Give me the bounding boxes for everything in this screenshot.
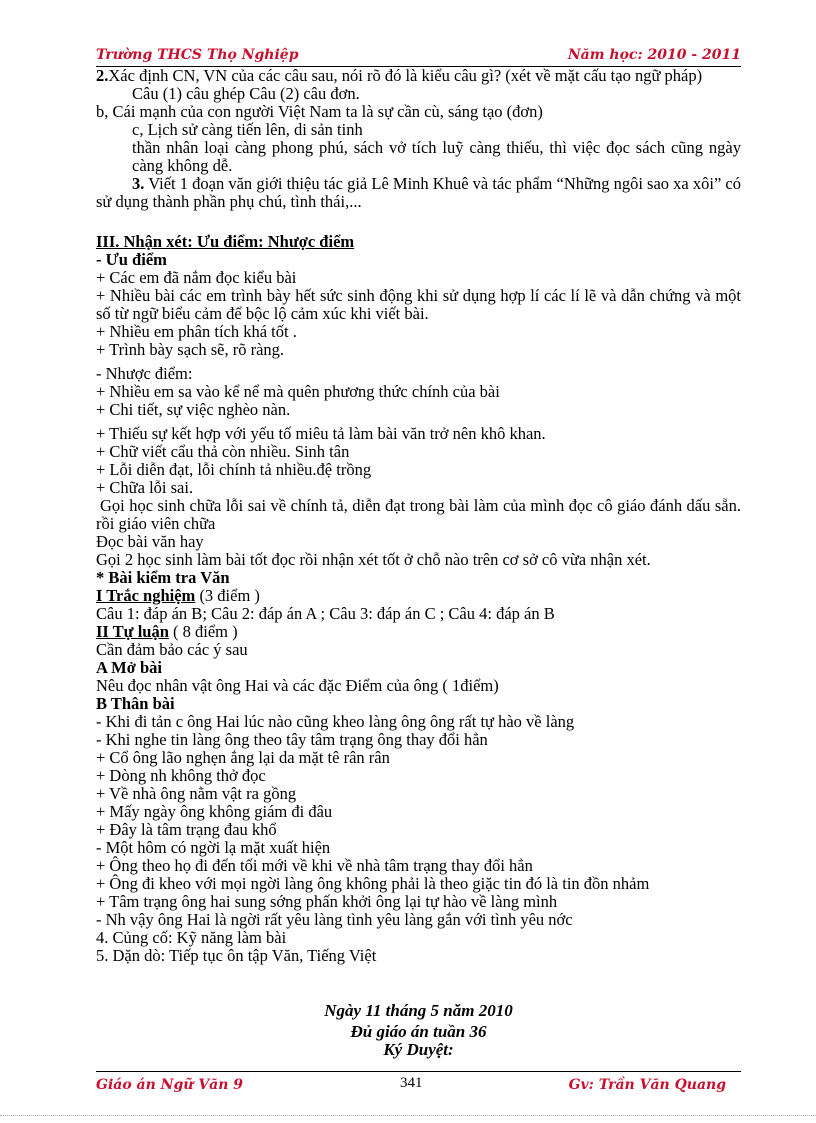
test-title: * Bài kiểm tra Văn	[96, 568, 230, 587]
document-body	[96, 67, 741, 965]
question-3	[96, 175, 741, 211]
strength-2: + Nhiều bài các em trình bày hết sức sinh động khi sử dụng hợp lí các lí lẽ và dẫn chứng và một số từ ngữ biểu cảm để bộc lộ cảm xúc khi viết bài.	[96, 286, 741, 323]
weakness-6: + Chữa lỗi sai.	[96, 478, 194, 497]
answer-c-continued: thần nhân loại càng phong phú, sách vở tích luỹ càng thiếu, thì việc đọc sách cũng ngày càng không dễ.	[132, 138, 741, 175]
footer-teacher: Gv: Trần Văn Quang	[568, 1077, 726, 1093]
weakness-4: + Chữ viết cẩu thả còn nhiều. Sinh tân	[96, 442, 350, 461]
signoff-date: Ngày 11 tháng 5 năm 2010	[324, 1001, 513, 1020]
weakness-2: + Chi tiết, sự việc nghèo nàn.	[96, 400, 291, 419]
body-point-5: + Về nhà ông nằm vật ra gồng	[96, 784, 297, 803]
body-point-12: - Nh vậy ông Hai là ngời rất yêu làng tình yêu làng gắn với tình yêu nớc	[96, 910, 573, 929]
footer-rule	[96, 1071, 741, 1072]
page-number: 341	[400, 1075, 423, 1091]
body-title: B Thân bài	[96, 694, 175, 713]
question-3-number: 3.	[132, 174, 145, 193]
read-good-essay: Đọc bài văn hay	[96, 532, 204, 551]
body-point-4: + Dòng nh không thở đọc	[96, 766, 266, 785]
consolidation: 4. Củng cố: Kỹ năng làm bài	[96, 928, 287, 947]
strength-3: + Nhiều em phân tích khá tốt .	[96, 322, 297, 341]
question-3-text: Viết 1 đoạn văn giới thiệu tác giả Lê Minh Khuê và tác phẩm “Những ngôi sao xa xôi” có sử dụng thành phần phụ chú, tình thái,...	[96, 174, 742, 211]
strength-1: + Các em đã nắm đọc kiểu bài	[96, 268, 297, 287]
weakness-3: + Thiếu sự kết hợp với yếu tố miêu tả làm bài văn trở nên khô khan.	[96, 424, 546, 443]
weakness-1: + Nhiều em sa vào kể nể mà quên phương thức chính của bài	[96, 382, 500, 401]
essay-requirements: Cần đảm bảo các ý sau	[96, 640, 248, 659]
body-point-11: + Tâm trạng ông hai sung sớng phấn khởi ông lại tự hào về làng mình	[96, 892, 558, 911]
question-2-text: Xác định CN, VN của các câu sau, nói rõ đó là kiểu câu gì? (xét về mặt cấu tạo ngữ pháp)	[108, 66, 703, 85]
question-2	[96, 67, 741, 85]
section-3-title: III. Nhận xét: Ưu điểm: Nhược điểm	[96, 232, 355, 251]
body-point-2: - Khi nghe tin làng ông theo tây tâm trạng ông thay đổi hẳn	[96, 730, 488, 749]
body-point-8: - Một hôm có ngời lạ mặt xuất hiện	[96, 838, 331, 857]
signoff-enough: Đủ giáo án tuần 36	[350, 1022, 487, 1041]
essay-score: ( 8 điểm )	[173, 622, 238, 641]
header-school: Trường THCS Thọ Nghiệp	[96, 47, 299, 63]
answer-b: b, Cái mạnh của con người Việt Nam ta là sự cần cù, sáng tạo (đơn)	[96, 102, 543, 121]
read-good-essay-detail: Gọi 2 học sinh làm bài tốt đọc rồi nhận xét tốt ở chỗ nào trên cơ sở cô vừa nhận xét.	[96, 550, 651, 569]
question-2-number: 2.	[96, 66, 109, 85]
body-point-9: + Ông theo họ đi đến tối mới về khi về nhà tâm trạng thay đổi hẳn	[96, 856, 533, 875]
body-point-1: - Khi đi tản c ông Hai lúc nào cũng kheo làng ông ông rất tự hào về làng	[96, 712, 575, 731]
header-school-year: Năm học: 2010 - 2011	[567, 47, 741, 63]
multiple-choice-score: (3 điểm )	[199, 586, 260, 605]
weaknesses-title: - Nhược điểm:	[96, 364, 193, 383]
footer-book: Giáo án Ngữ Văn 9	[96, 1077, 244, 1093]
intro-text: Nêu đọc nhân vật ông Hai và các đặc Điểm của ông ( 1điểm)	[96, 676, 499, 695]
body-point-6: + Mấy ngày ông không giám đi đâu	[96, 802, 333, 821]
weakness-5: + Lỗi diễn đạt, lỗi chính tả nhiều.đệ trồng	[96, 460, 372, 479]
multiple-choice-heading	[96, 587, 741, 605]
strength-4: + Trình bày sạch sẽ, rõ ràng.	[96, 340, 285, 359]
answer-a: Câu (1) câu ghép Câu (2) câu đơn.	[132, 84, 360, 103]
page-break-line	[0, 1115, 816, 1116]
essay-title: II Tự luận	[96, 622, 169, 641]
answer-c: c, Lịch sử càng tiến lên, di sản tinh	[132, 120, 363, 139]
multiple-choice-answers: Câu 1: đáp án B; Câu 2: đáp án A ; Câu 3: đáp án C ; Câu 4: đáp án B	[96, 604, 555, 623]
essay-heading	[96, 623, 741, 641]
signoff-block	[96, 1000, 741, 1060]
error-correction: Gọi học sinh chữa lỗi sai về chính tả, diễn đạt trong bài làm của mình đọc cô giáo đánh dấu sẵn. rồi giáo viên chữa	[96, 496, 741, 533]
homework: 5. Dặn dò: Tiếp tục ôn tập Văn, Tiếng Việt	[96, 946, 377, 965]
body-point-3: + Cổ ông lão nghẹn ắng lại da mặt tê rân rân	[96, 748, 390, 767]
multiple-choice-title: I Trắc nghiệm	[96, 586, 196, 605]
signoff-approved: Ký Duyệt:	[383, 1040, 454, 1059]
body-point-7: + Đây là tâm trạng đau khổ	[96, 820, 277, 839]
body-point-10: + Ông đi kheo với mọi ngời làng ông không phải là theo giặc tin đó là tin đồn nhảm	[96, 874, 650, 893]
intro-title: A Mở bài	[96, 658, 162, 677]
strengths-title: - Ưu điểm	[96, 250, 167, 269]
